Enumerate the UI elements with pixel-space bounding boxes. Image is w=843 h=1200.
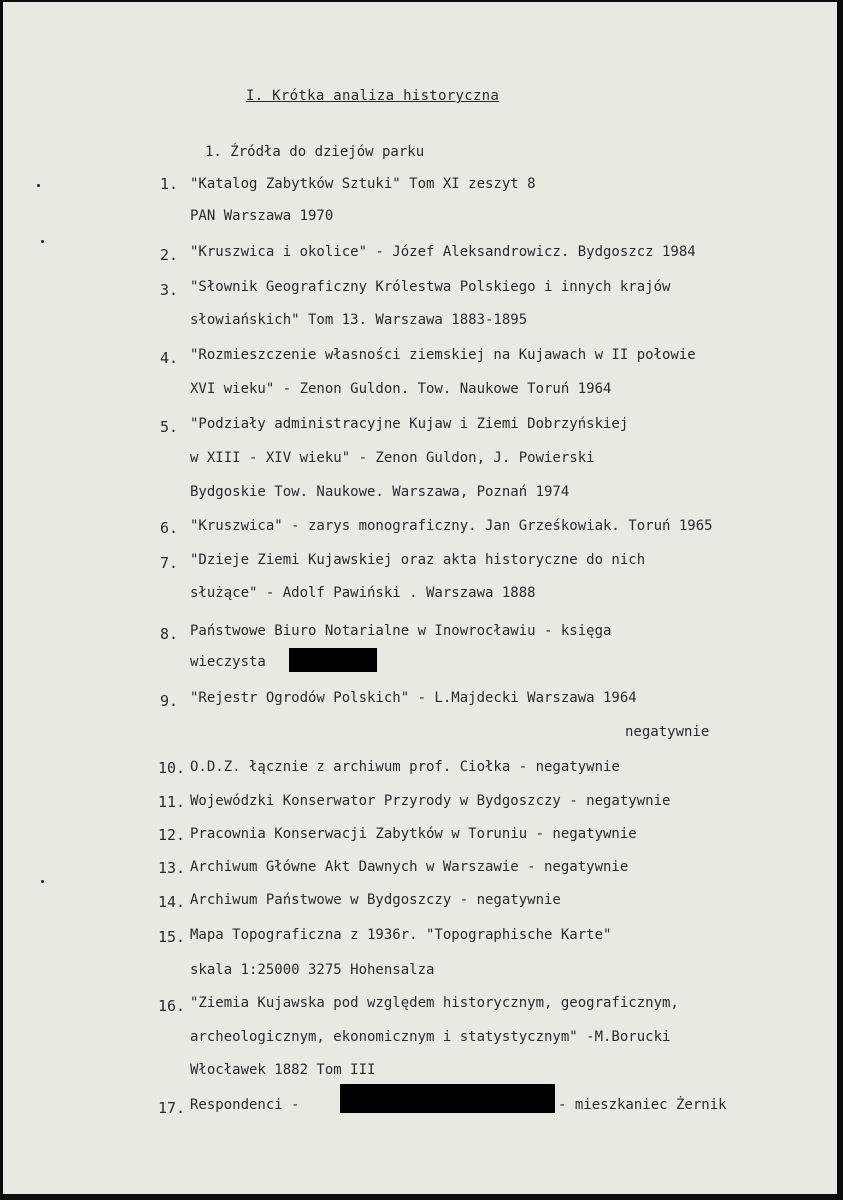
entry-number: 11. bbox=[158, 793, 186, 811]
entry-number: 15. bbox=[158, 928, 186, 946]
entry-line: "Dzieje Ziemi Kujawskiej oraz akta historyczne do nich bbox=[190, 552, 646, 568]
entry-line: Respondenci - bbox=[190, 1097, 300, 1113]
entry-number: 2. bbox=[160, 246, 179, 264]
entry-line: "Rejestr Ogrodów Polskich" - L.Majdecki Warszawa 1964 bbox=[190, 690, 637, 706]
entry-line: Bydgoskie Tow. Naukowe. Warszawa, Poznań 1974 bbox=[190, 484, 570, 500]
entry-number: 5. bbox=[160, 418, 179, 436]
entry-line: negatywnie bbox=[625, 724, 710, 740]
entry-line: "Rozmieszczenie własności ziemskiej na Kujawach w II połowie bbox=[190, 347, 696, 363]
entry-number: 1. bbox=[160, 175, 179, 193]
entry-line: Archiwum Główne Akt Dawnych w Warszawie - negatywnie bbox=[190, 859, 629, 875]
entry-line: "Kruszwica" - zarys monograficzny. Jan Grześkowiak. Toruń 1965 bbox=[190, 518, 713, 534]
document-page bbox=[3, 2, 837, 1194]
entry-number: 8. bbox=[160, 625, 179, 643]
entry-line: Mapa Topograficzna z 1936r. "Topographische Karte" bbox=[190, 927, 612, 943]
entry-number: 9. bbox=[160, 692, 179, 710]
redaction-bar bbox=[340, 1084, 555, 1113]
entry-number: 10. bbox=[158, 759, 186, 777]
entry-line: "Katalog Zabytków Sztuki" Tom XI zeszyt 8 bbox=[190, 176, 536, 192]
entry-line: "Słownik Geograficzny Królestwa Polskiego i innych krajów bbox=[190, 279, 671, 295]
entry-number: 3. bbox=[160, 281, 179, 299]
entry-number: 6. bbox=[160, 519, 179, 537]
entry-line: Wojewódzki Konserwator Przyrody w Bydgoszczy - negatywnie bbox=[190, 793, 671, 809]
entry-number: 13. bbox=[158, 859, 186, 877]
redaction-bar bbox=[289, 648, 377, 672]
entry-number: 7. bbox=[160, 554, 179, 572]
entry-line: wieczysta bbox=[190, 654, 266, 670]
entry-line: "Podziały administracyjne Kujaw i Ziemi Dobrzyńskiej bbox=[190, 416, 629, 432]
entry-number: 4. bbox=[160, 349, 179, 367]
entry-line: - mieszkaniec Żernik bbox=[558, 1097, 727, 1113]
entry-line: skala 1:25000 3275 Hohensalza bbox=[190, 962, 435, 978]
entry-line: służące" - Adolf Pawiński . Warszawa 1888 bbox=[190, 585, 536, 601]
entry-line: Archiwum Państwowe w Bydgoszczy - negatywnie bbox=[190, 892, 561, 908]
entry-line: Państwowe Biuro Notarialne w Inowrocławiu - księga bbox=[190, 623, 612, 639]
entry-line: w XIII - XIV wieku" - Zenon Guldon, J. Powierski bbox=[190, 450, 595, 466]
entry-line: XVI wieku" - Zenon Guldon. Tow. Naukowe Toruń 1964 bbox=[190, 381, 612, 397]
bibliography-list bbox=[3, 2, 837, 1194]
entry-line: "Ziemia Kujawska pod względem historycznym, geograficznym, bbox=[190, 995, 679, 1011]
entry-line: słowiańskich" Tom 13. Warszawa 1883-1895 bbox=[190, 312, 528, 328]
document-title: I. Krótka analiza historyczna bbox=[246, 88, 500, 104]
entry-number: 16. bbox=[158, 997, 186, 1015]
entry-number: 17. bbox=[158, 1099, 186, 1117]
entry-line: archeologicznym, ekonomicznym i statystycznym" -M.Borucki bbox=[190, 1029, 671, 1045]
entry-number: 12. bbox=[158, 826, 186, 844]
section-subtitle: 1. Źródła do dziejów parku bbox=[205, 144, 425, 160]
entry-line: Włocławek 1882 Tom III bbox=[190, 1062, 376, 1078]
entry-line: O.D.Z. łącznie z archiwum prof. Ciołka - negatywnie bbox=[190, 759, 620, 775]
entry-line: PAN Warszawa 1970 bbox=[190, 208, 334, 224]
entry-line: Pracownia Konserwacji Zabytków w Toruniu - negatywnie bbox=[190, 826, 637, 842]
entry-line: "Kruszwica i okolice" - Józef Aleksandrowicz. Bydgoszcz 1984 bbox=[190, 244, 696, 260]
entry-number: 14. bbox=[158, 893, 186, 911]
